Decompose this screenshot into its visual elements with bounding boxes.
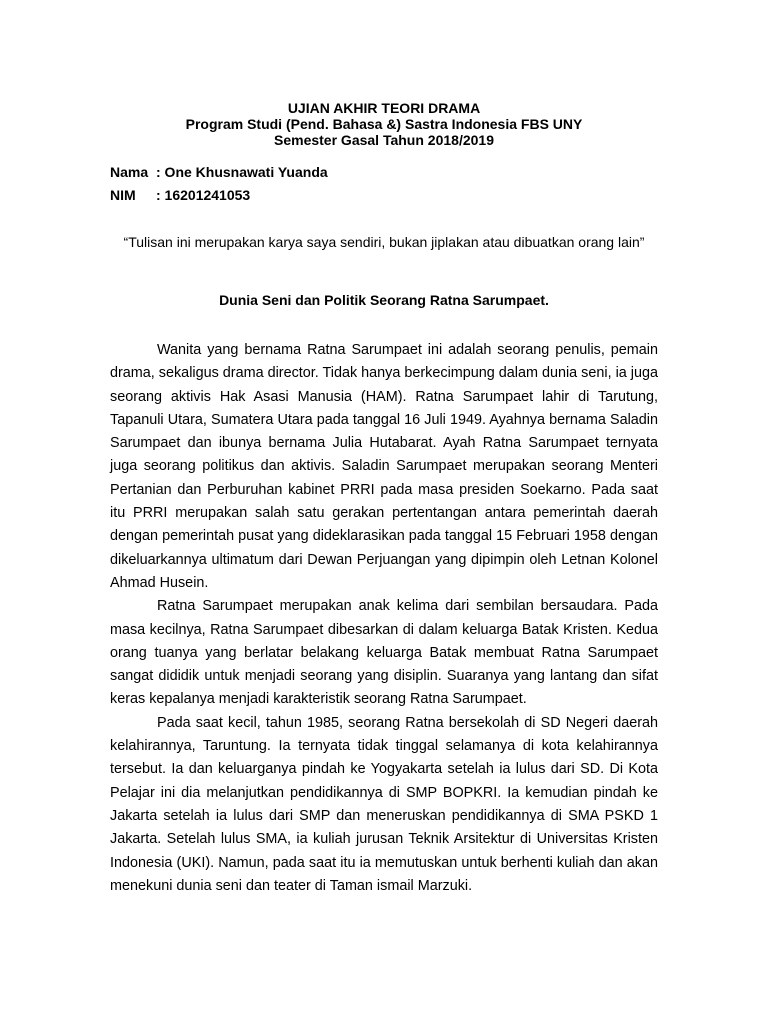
paragraph: Wanita yang bernama Ratna Sarumpaet ini adalah seorang penulis, pemain drama, sekaligus drama director. Tidak hanya berkecimpung dalam dunia seni, ia juga seorang aktivis Hak Asasi Manusia (HAM). Ratna Sarumpaet lahir di Tarutung, Tapanuli Utara, Sumatera Utara pada tanggal 16 Juli 1949. Ayahnya bernama Saladin Sarumpaet dan ibunya bernama Julia Hutabarat. Ayah Ratna Sarumpaet ternyata juga seorang politikus dan aktivis. Saladin Sarumpaet merupakan seorang Menteri Pertanian dan Perburuhan kabinet PRRI pada masa presiden Soekarno. Pada saat itu PRRI merupakan salah satu gerakan pertentangan antara pemerintah daerah dengan pemerintah pusat yang dideklarasikan pada tanggal 15 Februari 1958 dengan dikeluarkannya ultimatum dari Dewan Perjuangan yang dipimpin oleh Letnan Kolonel Ahmad Husein. (110, 342, 658, 591)
nim-value: : 16201241053 (156, 187, 251, 203)
name-label: Nama (110, 164, 149, 180)
paragraph: Pada saat kecil, tahun 1985, seorang Ratna bersekolah di SD Negeri daerah kelahirannya, Taruntung. Ia ternyata tidak tinggal selamanya di kota kelahirannya tersebut. Ia dan keluarganya pindah ke Yogyakarta setelah ia lulus dari SD. Di Kota Pelajar ini dia melanjutkan pendidikannya di SMP BOPKRI. Ia kemudian pindah ke Jakarta setelah ia lulus dari SMP dan meneruskan pendidikannya di SMA PSKD 1 Jakarta. Setelah lulus SMA, ia kuliah jurusan Teknik Arsitektur di Universitas Kristen Indonesia (UKI). Namun, pada saat itu ia memutuskan untuk berhenti kuliah dan akan menekuni dunia seni dan teater di Taman ismail Marzuki. (110, 714, 658, 894)
name-value: : One Khusnawati Yuanda (156, 164, 328, 180)
exam-title: UJIAN AKHIR TEORI DRAMA (287, 100, 481, 116)
exam-header (0, 100, 768, 148)
student-name-row (110, 164, 328, 180)
article-title: Dunia Seni dan Politik Seorang Ratna Sarumpaet. (219, 292, 549, 308)
originality-statement: “Tulisan ini merupakan karya saya sendiri, bukan jiplakan atau dibuatkan orang lain” (123, 234, 645, 250)
study-program: Program Studi (Pend. Bahasa &) Sastra Indonesia FBS UNY (185, 116, 583, 132)
semester: Semester Gasal Tahun 2018/2019 (274, 132, 494, 148)
nim-label: NIM (110, 187, 136, 203)
student-nim-row (110, 187, 250, 203)
article-body (110, 339, 658, 898)
paragraph: Ratna Sarumpaet merupakan anak kelima dari sembilan bersaudara. Pada masa kecilnya, Ratna Sarumpaet dibesarkan di dalam keluarga Batak Kristen. Kedua orang tuanya yang berlatar belakang keluarga Batak membuat Ratna Sarumpaet sangat dididik untuk menjadi seorang yang disiplin. Suaranya yang lantang dan sifat keras kepalanya menjadi karakteristik seorang Ratna Sarumpaet. (110, 598, 658, 708)
